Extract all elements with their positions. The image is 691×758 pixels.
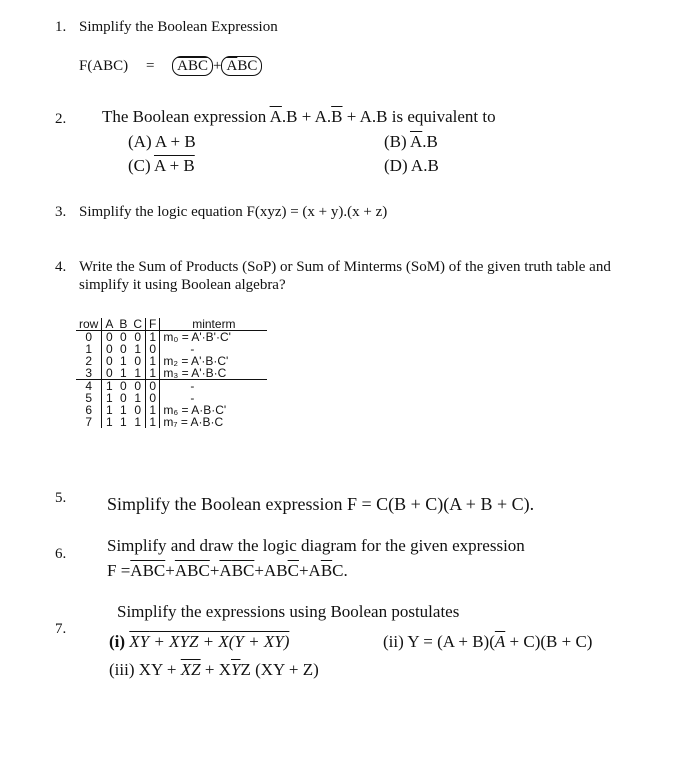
- cell-b: 1: [120, 354, 127, 368]
- header-minterm: minterm: [160, 318, 268, 331]
- cell-minterm: -: [160, 343, 268, 355]
- q7-iii-rest1: + X: [200, 660, 231, 679]
- cell-f: 1: [146, 355, 160, 367]
- q7-i-expr-b: + XYZ + X(Y + XY): [149, 632, 290, 651]
- q2-expr-mid: .B + A.: [281, 107, 332, 126]
- header-f: F: [146, 318, 160, 331]
- q2-option-b-label: (B): [384, 132, 407, 151]
- cell-f: 0: [146, 392, 160, 404]
- q1-lhs: F(ABC): [79, 58, 129, 74]
- q2-intro: The Boolean expression: [102, 107, 267, 126]
- q3-text: Simplify the logic equation F(xyz) = (x + y).(x + z): [79, 204, 388, 220]
- q2-option-b-a: $\overline{A}$: [409, 132, 423, 151]
- q2-expr-b-bar: $\overline{B}$: [331, 107, 343, 126]
- q2-option-c-expr: A + B: [153, 156, 195, 175]
- cell-row: 5: [85, 391, 93, 405]
- cell-c: 1: [130, 367, 145, 380]
- q1-expression: [79, 56, 262, 76]
- q1-term1: [172, 56, 213, 76]
- q6-term4-b: $\overline{C}$: [287, 561, 299, 580]
- q4-number: 4.: [55, 259, 67, 275]
- q5-text: Simplify the Boolean expression F = C(B + C)(A + B + C).: [107, 494, 535, 514]
- cell-row: 7: [85, 415, 93, 429]
- cell-minterm: m₇ = A·B·C: [160, 416, 268, 428]
- q2-option-a: (A) A + B: [128, 132, 196, 151]
- cell-b: 1: [120, 415, 127, 429]
- cell-row: 3: [76, 367, 102, 380]
- q3-number: 3.: [55, 204, 67, 220]
- q7-iii-xz: $\overline{XZ}$: [180, 660, 201, 679]
- q6-expression: [107, 561, 348, 581]
- q2-option-c-label: (C): [128, 156, 151, 175]
- cell-b: 0: [120, 330, 127, 344]
- q2-option-b: [384, 132, 438, 152]
- truth-table-header: [76, 318, 267, 331]
- truth-table: [76, 318, 267, 428]
- cell-c: 0: [134, 354, 142, 368]
- cell-a: 0: [102, 367, 117, 380]
- q7-number: 7.: [55, 621, 67, 637]
- q2-expr-a-bar: $\overline{A}$: [269, 107, 282, 126]
- cell-row: 6: [85, 403, 93, 417]
- cell-f: 0: [146, 343, 160, 355]
- cell-row: 4: [85, 379, 93, 393]
- q6-plus4: +: [298, 561, 309, 580]
- header-row: row: [76, 318, 102, 331]
- q6-term5-c: C: [332, 561, 344, 580]
- cell-c: 0: [134, 330, 142, 344]
- q2-option-d: (D) A.B: [384, 156, 439, 175]
- cell-minterm: m₆ = A·B·C': [160, 404, 268, 416]
- cell-f: 1: [146, 367, 160, 380]
- cell-b: 0: [120, 342, 127, 356]
- q1-term2-a: $\overline{A}$: [226, 58, 238, 74]
- q7-part-iii: [109, 660, 319, 680]
- cell-a: 0: [102, 331, 117, 344]
- cell-row: 0: [85, 330, 93, 344]
- q6-line1: Simplify and draw the logic diagram for the given expression: [107, 536, 525, 555]
- q1-term2: [221, 56, 262, 76]
- q7-ii-rest: + C)(B + C): [505, 632, 593, 651]
- truth-table-grid: [76, 318, 267, 428]
- q7-part-i: [109, 632, 289, 652]
- q2-statement: [102, 107, 496, 127]
- table-row: [76, 367, 267, 380]
- q6-term3-a: $\overline{A}$: [219, 561, 232, 580]
- cell-minterm: -: [160, 392, 268, 404]
- header-b: B: [116, 318, 130, 331]
- cell-a: 1: [102, 392, 117, 404]
- cell-row: 2: [85, 354, 93, 368]
- q1-equals: =: [145, 58, 155, 74]
- q6-term5-a: A: [308, 561, 321, 580]
- q7-iii-rest2: Z (XY + Z): [240, 660, 319, 679]
- q1-term1-text: $\overline{ABC}$: [177, 58, 208, 74]
- cell-c: 1: [134, 415, 142, 429]
- q6-plus1: +: [165, 561, 175, 580]
- cell-b: 0: [120, 379, 127, 393]
- cell-c: 1: [134, 391, 142, 405]
- q6-term4-a: AB: [263, 561, 288, 580]
- cell-minterm: m₀ = A'·B'·C': [160, 331, 268, 344]
- header-a: A: [102, 318, 117, 331]
- cell-minterm: -: [160, 380, 268, 393]
- q2-expr-tail: + A.B: [342, 107, 388, 126]
- q5-number: 5.: [55, 490, 67, 506]
- cell-f: 1: [146, 331, 160, 344]
- header-c: C: [130, 318, 145, 331]
- q7-line1: Simplify the expressions using Boolean postulates: [117, 602, 460, 621]
- cell-c: 0: [134, 403, 142, 417]
- q6-plus3: +: [254, 561, 264, 580]
- cell-a: 0: [102, 343, 117, 355]
- q1-term2-bc: BC: [237, 58, 258, 74]
- q6-end: .: [343, 561, 348, 580]
- cell-b: 1: [120, 403, 127, 417]
- q7-iii-y: $\overline{Y}$: [230, 660, 241, 679]
- q4-line2: simplify it using Boolean algebra?: [79, 277, 286, 293]
- q1-title: Simplify the Boolean Expression: [79, 19, 278, 35]
- table-row: [76, 331, 267, 344]
- q7-i-label: (i): [109, 632, 126, 651]
- cell-c: 0: [134, 379, 142, 393]
- q4-line1: Write the Sum of Products (SoP) or Sum of Minterms (SoM) of the given truth table and: [79, 259, 611, 275]
- q7-i-expr-a: $\overline{XY}$: [129, 632, 150, 651]
- cell-b: 1: [116, 367, 130, 380]
- q7-iii-start: (iii) XY +: [109, 660, 177, 679]
- cell-row: 1: [85, 342, 93, 356]
- q6-term3-b: $\overline{BC}$: [231, 561, 255, 580]
- q7-ii-a: $\overline{A}$: [494, 632, 506, 651]
- q6-term1: $\overline{ABC}$: [130, 561, 166, 580]
- cell-minterm: m₂ = A'·B·C': [160, 355, 268, 367]
- cell-c: 1: [134, 342, 142, 356]
- q6-f: F =: [107, 561, 131, 580]
- cell-minterm: m₃ = A'·B·C: [160, 367, 268, 380]
- q2-option-b-rest: .B: [422, 132, 438, 151]
- cell-a: 1: [102, 416, 117, 428]
- q7-part-ii: [383, 632, 592, 652]
- q1-plus: +: [213, 58, 222, 74]
- cell-f: 0: [146, 380, 160, 393]
- cell-f: 1: [146, 416, 160, 428]
- table-row: [76, 380, 267, 393]
- q2-suffix: is equivalent to: [391, 107, 496, 126]
- cell-a: 0: [102, 355, 117, 367]
- q6-number: 6.: [55, 546, 67, 562]
- cell-f: 1: [146, 404, 160, 416]
- cell-b: 0: [120, 391, 127, 405]
- table-row: [76, 416, 267, 428]
- q1-number: 1.: [55, 19, 67, 35]
- q2-number: 2.: [55, 111, 67, 127]
- cell-a: 1: [102, 380, 117, 393]
- q6-term2: $\overline{ABC}$: [174, 561, 210, 580]
- cell-a: 1: [102, 404, 117, 416]
- q7-ii-start: (ii) Y = (A + B)(: [383, 632, 495, 651]
- q2-option-c: [128, 156, 195, 176]
- q6-plus2: +: [209, 561, 220, 580]
- q6-term5-b: $\overline{B}$: [320, 561, 333, 580]
